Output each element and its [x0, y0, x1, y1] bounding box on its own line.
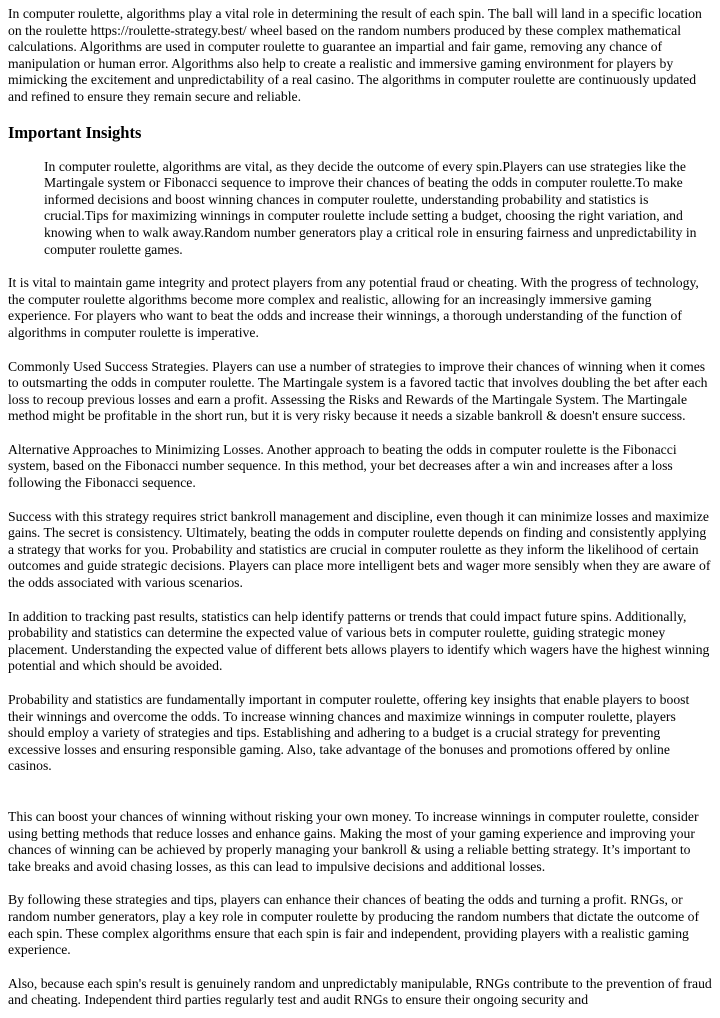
body-paragraph: It is vital to maintain game integrity and protect players from any potential fraud or cheating. With the progress of technology, the computer roulette algorithms become more complex and realistic, allowing for an increasingly immersive gaming experience. For players who want to beat the odds and increase their winnings, a thorough understanding of the function of algorithms in computer roulette is imperative.	[8, 275, 699, 340]
body-paragraph: Success with this strategy requires strict bankroll management and discipline, even though it can minimize losses and maximize gains. The secret is consistency. Ultimately, beating the odds in computer roulette depends on finding and consistently applying a strategy that works for you. Probability and statistics are crucial in computer roulette as they inform the likelihood of certain outcomes and guide strategic decisions. Players can place more intelligent bets and wager more sensibly when they are aware of the odds associated with various scenarios.	[8, 508, 711, 591]
body-paragraph: Also, because each spin's result is genuinely random and unpredictably manipulable, RNGs contribute to the prevention of fraud and cheating. Independent third parties regularly test and audit RNGs to ensure their ongoing security and	[8, 975, 712, 1008]
body-paragraph: Commonly Used Success Strategies. Players can use a number of strategies to improve their chances of winning when it comes to outsmarting the odds in computer roulette. The Martingale system is a favored tactic that involves doubling the bet after each loss to recoup previous losses and earn a profit. Assessing the Risks and Rewards of the Martingale System. The Martingale method might be profitable in the short run, but it is very risky because it needs a sizable bankroll & doesn't ensure success.	[8, 358, 708, 424]
body-paragraph: In addition to tracking past results, statistics can help identify patterns or trends that could impact future spins. Additionally, probability and statistics can determine the expected value of various bets in computer roulette, guiding strategic money placement. Understanding the expected value of different bets allows players to identify which wagers have the highest winning potential and which should be avoided.	[8, 608, 710, 674]
body-paragraph: This can boost your chances of winning without risking your own money. To increase winnings in computer roulette, consider using betting methods that reduce losses and enhance gains. Making the most of your gaming experience and improving your chances of winning can be achieved by properly managing your bankroll & using a reliable betting strategy. It’s important to take breaks and avoid chasing losses, as this can lead to impulsive decisions and additional losses.	[8, 808, 699, 874]
body-paragraph: By following these strategies and tips, players can enhance their chances of beating the odds and turning a profit. RNGs, or random number generators, play a key role in computer roulette by producing the random numbers that dictate the outcome of each spin. These complex algorithms ensure that each spin is fair and independent, providing players with a realistic gaming experience.	[8, 892, 699, 958]
body-paragraph: Alternative Approaches to Minimizing Losses. Another approach to beating the odds in computer roulette is the Fibonacci system, based on the Fibonacci number sequence. In this method, your bet decreases after a win and increases after a loss following the Fibonacci sequence.	[8, 441, 677, 491]
body-paragraph: Probability and statistics are fundamentally important in computer roulette, offering key insights that enable players to boost their winnings and overcome the odds. To increase winning chances and maximize winnings in computer roulette, players should employ a variety of strategies and tips. Establishing and adhering to a budget is a crucial strategy for preventing excessive losses and ensuring responsible gaming. Also, take advantage of the bonuses and promotions offered by online casinos.	[8, 692, 690, 774]
intro-paragraph: In computer roulette, algorithms play a vital role in determining the result of each spin. The ball will land in a specific location on the roulette https://roulette-strategy.best/ wheel based on the random numbers produced by these complex mathematical calculations. Algorithms are used in computer roulette to guarantee an impartial and fair game, removing any chance of manipulation or human error. Algorithms also help to create a realistic and immersive gaming environment for players by mimicking the excitement and unpredictability of a real casino. The algorithms in computer roulette are continuously updated and refined to ensure they remain secure and reliable.	[8, 6, 702, 104]
insights-blockquote: In computer roulette, algorithms are vital, as they decide the outcome of every spin.Players can use strategies like the Martingale system or Fibonacci sequence to improve their chances of beating the odds in computer roulette.To make informed decisions and boost winning chances in computer roulette, understanding probability and statistics is crucial.Tips for maximizing winnings in computer roulette include setting a budget, choosing the right variation, and knowing when to walk away.Random number generators play a critical role in ensuring fairness and unpredictability in computer roulette games.	[44, 158, 697, 257]
blank-line	[8, 792, 712, 809]
section-heading: Important Insights	[8, 122, 142, 142]
